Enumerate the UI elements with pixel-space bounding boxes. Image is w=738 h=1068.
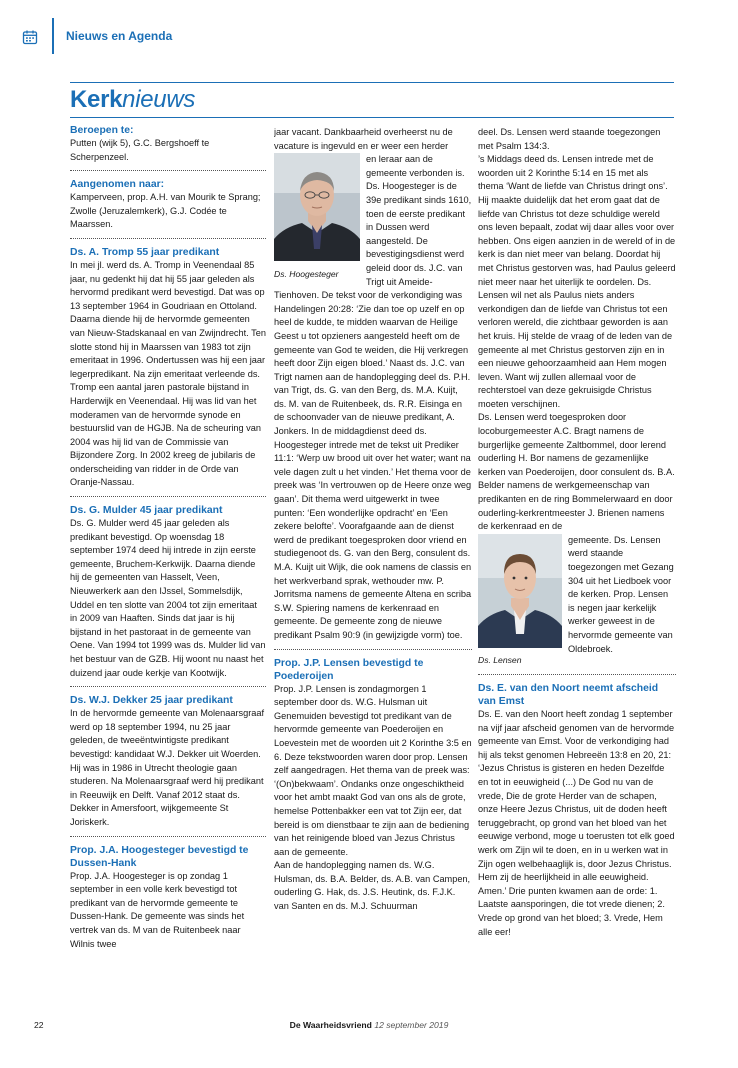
divider [274,649,472,650]
issue-date: 12 september 2019 [374,1020,449,1030]
hoogesteger-caption: Ds. Hoogesteger [274,268,339,279]
hoogesteger-heading: Prop. J.A. Hoogesteger bevestigd te Dussen-Hank [70,844,249,869]
tromp-text: In mei jl. werd ds. A. Tromp in Veenendaal 85 jaar, nu gedenkt hij dat hij 55 jaar geleden als hervormd predikant werd bevestigd. Dat was op 13 september 1964 in Goudriaan en Ottoland. Daarna diende hij de hervormde gemeenten van Nieuw-Stadskanaal en van Zwijndrecht. Ten slotte stond hij in Maarssen van 1983 tot zijn emeritaat in 1996. Ondertussen was hij een jaar legerpredikant. Na zijn emeritaat verleende ds. Tromp een aantal jaren pastorale bijstand in Harderwijk en Veenendaal. Hij was lid van het moderamen van de hervormde synode en bestuurslid van de HGJB. Na de scheuring van 2004 was hij lid van de Commissie van Bijzondere Zorg. In 2002 kreeg de jubilaris de onderscheiding van ridder in de Orde van Oranje-Nassau. [70,259,266,488]
page-title-bold: Kerk [70,86,123,113]
hoogesteger-rest: Tienhoven. De tekst voor de verkondiging was Handelingen 20:28: ‘Zie dan toe op uzelf en op heel de kudde, te midden waarvan de Heilige Geest u tot opzieners aangesteld heeft om de gemeente van God te weiden, die Hij verkregen heeft door Zijn eigen bloed.’ Naast ds. J.C. van Trigt namen aan de handoplegging deel ds. P.H. van Trigt, ds. G. van den Berg, ds. M.A. Kuijt, ds. M. van de Ruitenbeek, ds. R.R. Eisinga en de schoonvader van de nieuwe predikant, A. Jonkers. In de middagdienst deed ds. Hoogesteger intrede met de tekst uit Prediker 11:1: ‘Werp uw brood uit over het water; want na vele dagen zult u het vinden.’ Het thema voor de preek was ‘In vertrouwen op de Heere onze weg gaan’. Dit thema werd uitgewerkt in twee punten: ‘Een wonderlijke opdracht’ en ‘Een zekere belofte’. Voorafgaande aan de dienst werd de predikant toegesproken door vriend en studiegenoot ds. G. van den Berg, consulent ds. M.A. Kuijt uit Wijk, die ook namens de classis en het werkverband sprak, wethouder mw. P. Jorritsma namens de gemeente Altena en scriba S.W. Spiering namens de kerkenraad en gemeente. De gemeente zong de nieuwe predikant Psalm 90:9 (in gewijzigde vorm) toe. [274,290,472,640]
header-divider [52,18,54,54]
lensen-text: Prop. J.P. Lensen is zondagmorgen 1 september door ds. W.G. Hulsman uit Genemuiden bevestigd tot predikant van de hervormde gemeente van Poederoijen en Loevestein met de woorden uit 2 Korinthe 3:5 en 6. Deze tekstwoorden waren door prop. Lensen zelf aangedragen. Het thema van de preek was: ‘(On)bekwaam’. Ondanks onze ongeschiktheid voor het ambt maakt God van ons als de grote, hemelse Pottenbakker een vat tot Zijn eer, dat bereid is om dienstbaar te zijn aan de bediening van het reinigende bloed van Jezus Christus aan de gemeente. [274,683,472,857]
column-1 [70,124,266,951]
divider [70,170,266,171]
lensen-photo [478,534,562,648]
lensen-figure [478,534,676,668]
hoogesteger-side-text: en leraar aan de gemeente verbonden is. Ds. Hoogesteger is de 39e predikant sinds 1610, toen de eerste predikant in Dussen werd aangesteld. De bevestigingsdienst werd geleid door ds. J.C. van Trigt uit Ameide- [366,154,472,287]
divider [70,836,266,837]
section-title: Nieuws en Agenda [66,29,173,43]
footer-credit [0,1020,738,1030]
mulder-text: Ds. G. Mulder werd 45 jaar geleden als predikant bevestigd. Op woensdag 18 september 1974 deed hij intrede in zijn eerste gemeente, Bruchem-Kerkwijk. Daarna diende hij de gemeenten van Hasselt, Veen, Nieuwerkerk aan den IJssel, Sommelsdijk, Uddel en ten slotte van 2004 tot zijn emeritaat in 2009 van Haaften. Sinds dat jaar is hij bijstand in het pastoraat in de gemeente van Oene. Van 1994 tot 1999 was ds. Mulder lid van het bestuur van de GZB. Hij woont nu naast het duizend jaar oude kerkje van Kootwijk. [70,518,266,678]
top-rule [70,82,674,83]
divider [70,686,266,687]
column-2 [274,126,472,914]
aangenomen-line: Kamperveen, prop. A.H. van Mourik te Sprang; [70,192,261,203]
dekker-heading: Ds. W.J. Dekker 25 jaar predikant [70,695,233,707]
lensen-middag: ’s Middags deed ds. Lensen intrede met de woorden uit 2 Korinthe 5:14 en 15 met als thema ‘Want de liefde van Christus dringt ons’. Hij maakte duidelijk dat het erom gaat dat de liefde van Christus tot deze schuldige wereld ons leven bepaalt, zodat wij daar alles voor over hebben. Ons eigen aanzien in de wereld of in de kerk is dan niet meer van belang. Doordat hij met Christus gestorven was, had Paulus geleerd niet meer naar het uiterlijk te oordelen. Ds. Lensen wil net als Paulus niets anders verkondigen dan de liefde van Christus tot een verloren wereld, die zichtbaar geworden is aan het kruis. Hij stelde de vraag of de leden van de gemeente al met Christus gestorven zijn en in een nieuwe gehoorzaamheid aan Hem mogen leven. Want wij zullen allemaal voor de rechterstoel van deze gekruisigde Christus moeten verschijnen. [478,154,676,409]
hoogesteger-photo [274,153,360,261]
column-3 [478,126,676,939]
magazine-name: De Waarheidsvriend [289,1020,372,1030]
lensen-heading: Prop. J.P. Lensen bevestigd te Poederoijen [274,657,424,682]
hoogesteger-figure [274,153,472,289]
title-rule [70,117,674,118]
dekker-text: In de hervormde gemeente van Molenaarsgraaf werd op 18 september 1994, nu 25 jaar geleden, de tweeëntwintigste predikant bevestigd: kandidaat W.J. Dekker uit Woerden. Hij was in 1986 in Utrecht theologie gaan studeren. Na Molenaarsgraaf werd hij predikant in Reeuwijk en Delft. Vanaf 2012 staat ds. Dekker in Amersfoort, wijkgemeente St Joriskerk. [70,708,265,827]
aangenomen-line: Zwolle (Jeruzalemkerk), G.J. Codée te Maarssen. [70,205,227,230]
hoogesteger-text: Prop. J.A. Hoogesteger is op zondag 1 september in een volle kerk bevestigd tot predikant van de hervormde gemeente te Dussen-Hank. De gemeente was sinds het vertrek van ds. M van de Ruitenbeek naar Wilnis twee [70,870,245,949]
lensen-caption: Ds. Lensen [478,655,522,666]
beroepen-text: Putten (wijk 5), G.C. Bergshoeff te Scherpenzeel. [70,138,210,162]
lensen-text-2: Aan de handoplegging namen ds. W.G. Hulsman, ds. B.A. Belder, ds. A.B. van Campen, ouderling G. Hak, ds. J.S. Heutink, ds. F.J.K. van Santen en ds. M.J. Schuurman [274,860,471,912]
lensen-toespraken: Ds. Lensen werd toegesproken door locoburgemeester A.C. Bragt namens de burgerlijke gemeente Zaltbommel, door lerend ouderling H. Bor namens de gezamenlijke kerken van Poederoijen, door consulent ds. B.A. Belder namens de werkgemeenschap van predikanten en de ring Bommelerwaard en door ouderling-kerkrentmeester J. Brienen namens de kerkenraad en de [478,412,675,532]
aangenomen-heading: Aangenomen naar: [70,179,165,191]
page-title [70,86,195,114]
page-number: 22 [34,1020,44,1030]
divider [70,496,266,497]
lensen-continued: deel. Ds. Lensen werd staande toegezongen met Psalm 134:3. [478,127,661,151]
lensen-side-text: gemeente. Ds. Lensen werd staande toegezongen met Gezang 304 uit het Liedboek voor de kerken. Prop. Lensen is negen jaar kerkelijk werker geweest in de hervormde gemeente van Oldebroek. [568,534,674,654]
beroepen-heading: Beroepen te: [70,125,134,136]
mulder-heading: Ds. G. Mulder 45 jaar predikant [70,505,223,517]
divider [70,238,266,239]
tromp-heading: Ds. A. Tromp 55 jaar predikant [70,246,220,258]
noort-heading: Ds. E. van den Noort neemt afscheid van Emst [478,683,659,707]
divider [478,674,676,675]
calendar-icon [22,29,38,45]
hoogesteger-intro: jaar vacant. Dankbaarheid overheerst nu de vacature is ingevuld en er weer een herder [274,127,453,151]
page-title-italic: nieuws [122,86,196,113]
noort-text: Ds. E. van den Noort heeft zondag 1 september na vijf jaar afscheid genomen van de hervormde gemeente van Emst. Voor de verkondiging had hij als tekst genomen Hebreeën 13:8 en 20, 21: ‘Jezus Christus is gisteren en heden Dezelfde en tot in eeuwigheid (...) De God nu van de vrede, Die de grote Herder van de schapen, onze Heere Jezus Christus, uit de doden heeft teruggebracht, op grond van het bloed van het eeuwige verbond, moge u toerusten tot elk goed werk om Zijn wil te doen, en in u werken wat in Zijn ogen welbehaaglijk is, door Jezus Christus. Hem zij de heerlijkheid in alle eeuwigheid. Amen.’ Drie punten kwamen aan de orde: 1. Laatste aansporingen, die tot vrede dienen; 2. Vrede op grond van het bloed; 3. Vrede, Hem alle eer! [478,709,675,937]
